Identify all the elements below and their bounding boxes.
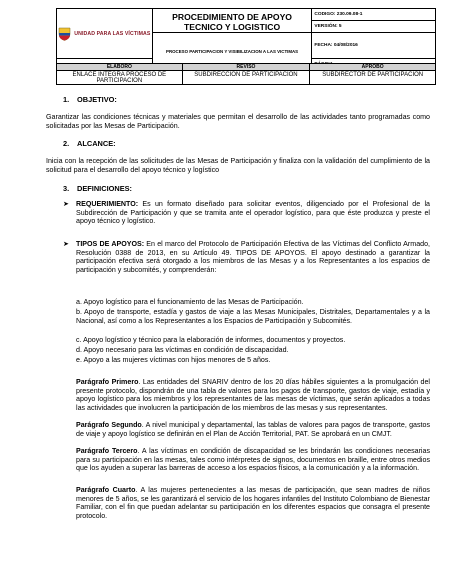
approval-value-elaboro: ENLACE INTEGRA PROCESO DE PARTICIPACION — [57, 71, 183, 85]
organization-logo — [57, 27, 152, 41]
colombia-shield-icon — [58, 27, 71, 41]
list-item: e. Apoyo a las mujeres víctimas con hijos menores de 5 años. — [76, 356, 271, 364]
paragrafo-primero: Parágrafo Primero. Las entidades del SNARIV dentro de los 20 días hábiles siguientes a la promulgación del presente protocolo, dispondrán de una tabla de valores para los pagos de transporte, gastos de viaje, estadía y apoyo logístico para los miembros y los representantes de las mesas de víctimas, que serán aplicados a todas las actividades que involucren la participación de los miembros de las mesas y sus representantes. — [76, 378, 430, 412]
approval-table — [56, 63, 436, 85]
approval-head-aprobo: APROBO — [310, 64, 436, 71]
approval-value-reviso: SUBDIRECCION DE PARTICIPACION — [182, 71, 310, 85]
paragrafo-cuarto: Parágrafo Cuarto. A las mujeres pertenecientes a las mesas de participación, que sean madres de niños menores de 5 años, se les garantizará el servicio de los hogares infantiles del Instituto Colombiano de Bienestar Familiar, con el fin que puedan adelantar su participación en los diferentes espacios que consagra el presente protocolo. — [76, 486, 430, 520]
document-title: PROCEDIMIENTO DE APOYO TECNICO Y LOGISTICO — [152, 9, 312, 33]
list-item: b. Apoyo de transporte, estadía y gastos de viaje a las Mesas Municipales, Distritales, Departamentales y a la Nacional, así como a los Representantes a los Espacios de Participación y Subcomités. — [76, 308, 430, 325]
document-header-table — [56, 8, 436, 71]
section-text-alcance: Inicia con la recepción de las solicitudes de las Mesas de Participación y finaliza con la validación del cumplimiento de la solicitud para el desarrollo del apoyo técnico y logístico — [46, 157, 430, 174]
list-item: a. Apoyo logístico para el funcionamiento de las Mesas de Participación. — [76, 298, 304, 306]
section-heading-objetivo: 1. OBJETIVO: — [63, 95, 117, 104]
arrow-bullet-icon: ➤ — [63, 241, 69, 248]
process-name: PROCESO PARTICIPACION Y VISIBILIZACION A LAS VICTIMAS — [152, 33, 312, 71]
logo-text: UNIDAD PARA LAS VÍCTIMAS — [74, 30, 151, 37]
logo-cell — [57, 9, 153, 59]
section-heading-alcance: 2. ALCANCE: — [63, 139, 116, 148]
list-item: c. Apoyo logístico y técnico para la elaboración de informes, documentos y proyectos. — [76, 336, 346, 344]
approval-head-reviso: REVISO — [182, 64, 310, 71]
document-version: VERSIÓN: 5 — [312, 21, 436, 33]
document-date: FECHA: 04/08/2016 — [312, 33, 436, 59]
section-heading-definiciones: 3. DEFINICIONES: — [63, 184, 133, 193]
section-text-objetivo: Garantizar las condiciones técnicas y materiales que permitan el desarrollo de las actividades tanto programadas como solicitadas por las Mesas de Participación. — [46, 113, 430, 130]
approval-head-elaboro: ELABORO — [57, 64, 183, 71]
paragrafo-tercero: Parágrafo Tercero. A las víctimas en condición de discapacidad se les brindarán las condiciones necesarias para su participación en las mesas, tales como intérpretes de signos, documentos en braille, entre otros medios que los ayuden a superar las barreras de acceso a los espacios físicos, a la comunicación y a la información. — [76, 447, 430, 473]
approval-value-aprobo: SUBDIRECTOR DE PARTICIPACION — [310, 71, 436, 85]
document-code: CODIGO: 230.09.08-1 — [312, 9, 436, 21]
paragrafo-segundo: Parágrafo Segundo. A nivel municipal y departamental, las tablas de valores para pagos de transporte, gastos de viaje y apoyo logístico se definirán en el Plan de Acción Territorial, PAT. Se aprobará en un CMJT. — [76, 421, 430, 438]
list-item: d. Apoyo necesario para las víctimas en condición de discapacidad. — [76, 346, 289, 354]
definition-tipos-de-apoyos: TIPOS DE APOYOS: En el marco del Protocolo de Participación Efectiva de las Víctimas del Conflicto Armado, Resolución 0388 de 2013, en su Artículo 49. TIPOS DE APOYOS. El apoyo destinado a garantizar la participación efectiva será otorgado a los miembros de las Mesas y a los Representantes a los espacios de participación y subcomités, y comprenderán: — [76, 240, 430, 274]
arrow-bullet-icon: ➤ — [63, 201, 69, 208]
definition-requerimiento: REQUERIMIENTO: Es un formato diseñado para solicitar eventos, diligenciado por el Profesional de la Subdirección de Participación y que se tramita ante el operador logístico, para que éste produzca y preste el apoyo técnico y logístico. — [76, 200, 430, 226]
